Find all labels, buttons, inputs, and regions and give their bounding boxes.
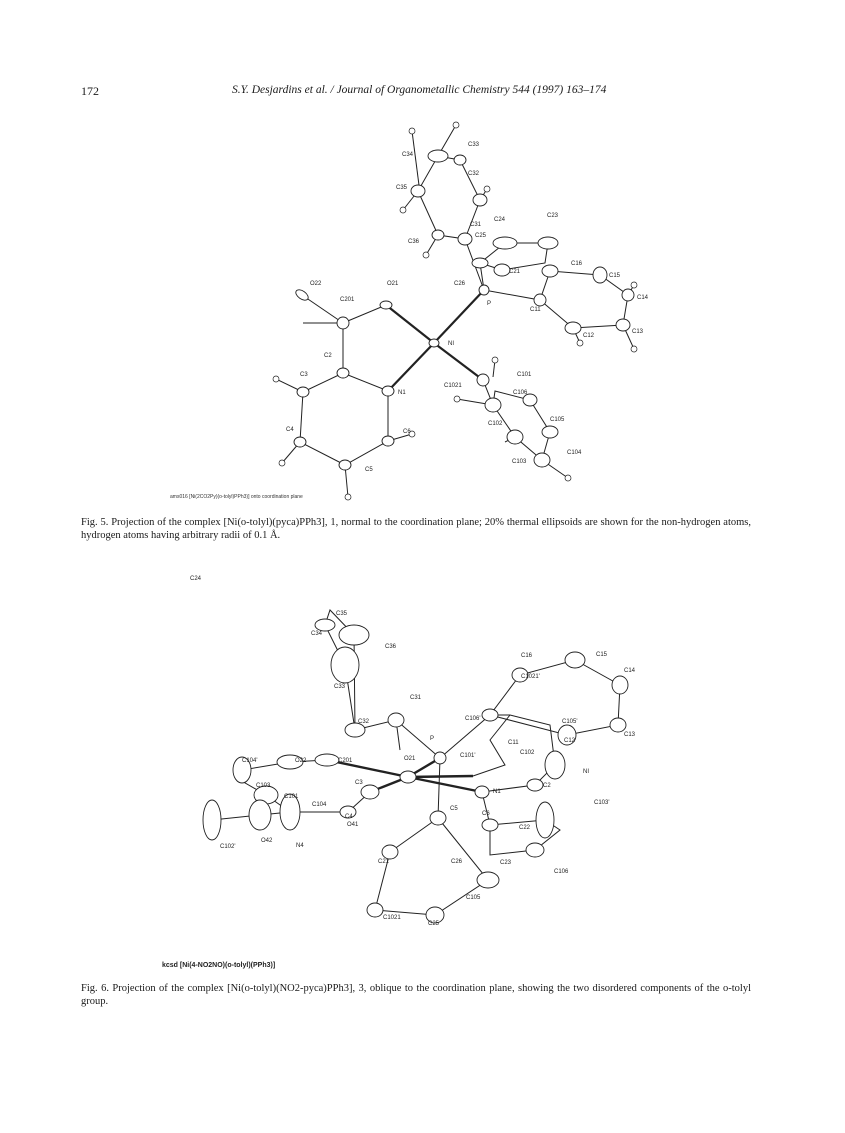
figure-5-drawing [150,115,710,505]
figure-5-atom-label: C4 [286,427,294,433]
figure-5-inner-label: ams016 [Ni(2CO2Py)(o-tolyl)PPh3)] onto coordination plane [170,494,303,500]
figure-6-atom-label: C13 [624,732,636,738]
figure-5-caption: Fig. 5. Projection of the complex [Ni(o-tolyl)(pyca)PPh3], 1, normal to the coordination plane; 20% thermal ellipsoids are shown for the non-hydrogen atoms, hydrogen atoms having arbitrary radii of 0.1 Å. [81,517,751,541]
figure-6-atom-label: C4 [345,814,353,820]
figure-6-atom-label: C31 [410,695,422,701]
figure-5-atom-label: NI [448,341,454,347]
figure-5-atom-label: O21 [387,281,399,287]
figure-6-atom-label: C101 [284,794,299,800]
figure-6-atom-label: C36 [385,644,397,650]
figure-6-atom-label: C12 [564,738,576,744]
figure-5-atom-label: C12 [583,333,595,339]
figure-5-atom-label: O22 [310,281,322,287]
figure-6-atom-label: C15 [596,652,608,658]
figure-6-atom-label: C3 [355,780,363,786]
figure-6-atom-label: O42 [261,838,273,844]
figure-5-atom-label: C13 [632,329,644,335]
figure-6-atom-label: C2 [543,783,551,789]
figure-6-atom-label: N4 [296,843,304,849]
figure-6-atom-label: C105' [562,719,578,725]
figure-5-atom-label: N1 [398,390,406,396]
figure-6-atom-label: C103' [594,800,610,806]
figure-5-atom-label: C32 [468,171,480,177]
figure-5-svg [150,115,710,505]
figure-6-atom-label: C1021 [383,915,401,921]
figure-6-atom-label: C21 [378,859,390,865]
figure-5-atom-label: C105 [550,417,565,423]
figure-5-atom-label: C102 [488,421,503,427]
figure-6-atom-label: C24 [190,576,202,582]
figure-6-atom-label: C14 [624,668,636,674]
figure-5-atom-label: C106 [513,390,528,396]
running-head: S.Y. Desjardins et al. / Journal of Organometallic Chemistry 544 (1997) 163–174 [232,84,607,96]
figure-6-inner-label: kcsd [Ni(4-NO2NO)(o-tolyl)(PPh3)] [162,962,276,969]
figure-5-atom-label: C6 [403,429,411,435]
figure-6-atom-label: C32 [358,719,370,725]
figure-5-atom-label: C21 [509,269,521,275]
figure-6-atom-label: C16 [521,653,533,659]
figure-5-atom-label: C14 [637,295,649,301]
figure-6-caption: Fig. 6. Projection of the complex [Ni(o-tolyl)(NO2-pyca)PPh3], 3, oblique to the coordination plane, showing the two disordered components of the o-tolyl group. [81,983,751,1007]
figure-5-atom-label: C15 [609,273,621,279]
figure-6-atom-label: C106' [465,716,481,722]
figure-6-atom-label: C25 [428,921,440,927]
figure-5-atom-label: C23 [547,213,559,219]
figure-5-atom-label: C25 [475,233,487,239]
figure-6-atom-label: C11 [508,740,519,746]
figure-5-atom-label: C35 [396,185,408,191]
figure-6-atom-label: C35 [336,611,348,617]
figure-6-svg [190,576,680,950]
figure-6-atom-label: O21 [404,756,416,762]
figure-5-atom-label: C33 [468,142,480,148]
figure-6-atom-label: C6 [482,811,490,817]
figure-5-atom-label: C103 [512,459,527,465]
figure-6-atom-label: C102 [520,750,535,756]
figure-6-atom-label: C104 [312,802,327,808]
figure-6-atom-label: NI [583,769,589,775]
figure-5-atom-label: C34 [402,152,414,158]
figure-6-atom-label: C101' [460,753,476,759]
figure-5-atom-label: C31 [470,222,482,228]
figure-6-atom-label: C201 [338,758,353,764]
figure-6-atom-label: P [430,736,435,742]
figure-6-atom-label: C26 [451,859,463,865]
figure-6-atom-label: C1021' [521,674,540,680]
figure-5-atom-label: C2 [324,353,332,359]
figure-5-atom-label: C26 [454,281,466,287]
figure-5-atom-label: P [487,301,492,307]
figure-5-atom-label: C5 [365,467,373,473]
figure-6-atom-label: C34 [311,631,323,637]
figure-5-atom-label: C201 [340,297,355,303]
figure-6-atom-label: C5 [450,806,458,812]
figure-6-drawing [190,576,680,950]
figure-6-atom-label: C33 [334,684,346,690]
figure-6-atom-label: O41 [347,822,359,828]
figure-5-atom-label: C104 [567,450,582,456]
figure-6-atom-label: O22 [295,758,307,764]
page-number: 172 [81,84,99,98]
figure-6-atom-label: C23 [500,860,512,866]
figure-6-atom-label: C106 [554,869,569,875]
figure-5-atom-label: C36 [408,239,420,245]
figure-6-atom-label: C105 [466,895,481,901]
figure-5-atom-label: C3 [300,372,308,378]
figure-5-atom-label: C11 [530,307,541,313]
figure-6-atom-label: N1 [493,789,501,795]
figure-6-atom-label: C103 [256,783,271,789]
figure-5-atom-label: C24 [494,217,506,223]
figure-6-atom-label: C104' [242,758,258,764]
figure-6-atom-label: C102' [220,844,236,850]
figure-5-atom-label: C1021 [444,383,462,389]
figure-5-atom-label: C101 [517,372,532,378]
figure-6-atom-label: C22 [519,825,531,831]
figure-5-atom-label: C16 [571,261,583,267]
